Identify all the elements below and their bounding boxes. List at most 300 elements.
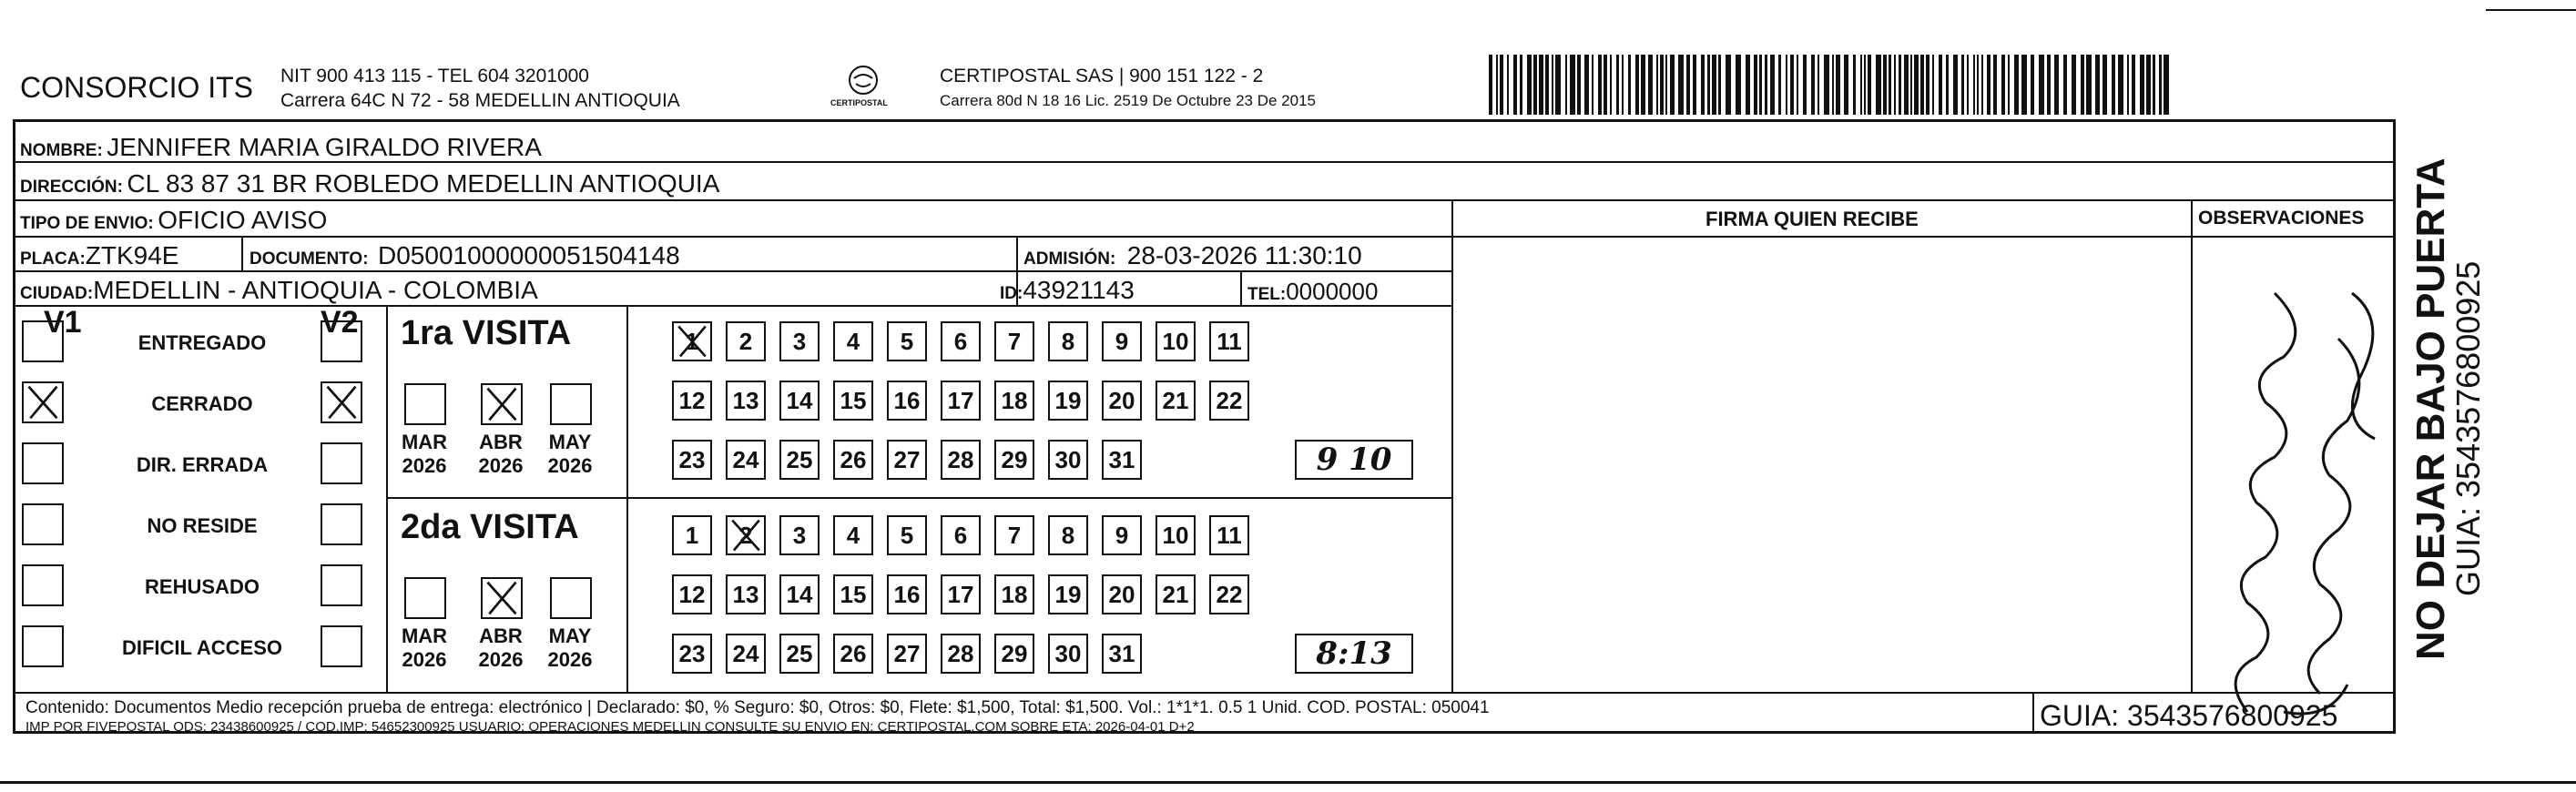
barcode-bar — [1746, 55, 1750, 115]
day-number: 22 — [1216, 580, 1243, 608]
id-label: ID: — [1000, 284, 1023, 303]
certipostal-logo-icon — [836, 62, 891, 117]
barcode-bar — [1507, 55, 1509, 115]
day-number: 17 — [947, 386, 974, 414]
month-name: MAR — [401, 624, 448, 647]
day-cell[interactable] — [833, 381, 873, 421]
reason-label: ENTREGADO — [137, 331, 267, 354]
day-cell[interactable] — [887, 515, 927, 555]
reason-label: DIFICIL ACCESO — [121, 636, 282, 659]
barcode-bar — [1660, 55, 1664, 115]
barcode-bar — [1894, 55, 1896, 115]
day-number: 24 — [732, 445, 759, 473]
barcode-bar — [1520, 55, 1522, 115]
barcode-bar — [1584, 55, 1589, 115]
barcode-bar — [1914, 55, 1919, 115]
firma-label: FIRMA QUIEN RECIBE — [1705, 208, 1919, 230]
v2-label: V2 — [321, 305, 359, 340]
day-number: 11 — [1217, 327, 1242, 355]
footer-contenido: Contenido: Documentos Medio recepción prueba de entrega: electrónico | Declarado: $0, % Seguro: $0, Otros: $0, Flete: $1,500, Total: $1,500. Vol.: 1*1*1. 0.5 1 Unid. COD. POSTAL: 050041 — [25, 698, 1490, 717]
day-cell[interactable] — [994, 440, 1034, 480]
barcode-bar — [2031, 55, 2034, 115]
barcode-bar — [2021, 55, 2027, 115]
day-cell[interactable] — [726, 515, 766, 555]
day-cell[interactable] — [994, 574, 1034, 614]
barcode-bar — [1539, 55, 1543, 115]
barcode-bar — [1770, 55, 1775, 115]
v1-checkbox[interactable] — [22, 442, 64, 484]
barcode-bar — [1513, 55, 1517, 115]
barcode-bar — [2086, 55, 2092, 115]
day-cell[interactable] — [833, 574, 873, 614]
nombre-label: NOMBRE: — [20, 141, 103, 160]
time-text: 9 10 — [1316, 442, 1392, 478]
day-cell[interactable] — [1048, 515, 1088, 555]
barcode-bar — [1836, 55, 1840, 115]
month-name: MAR — [401, 431, 448, 453]
barcode-bar — [1868, 55, 1871, 115]
v1-checkbox[interactable] — [22, 625, 64, 667]
barcode-bar — [1946, 55, 1949, 115]
company-name: CONSORCIO ITS — [20, 71, 254, 104]
day-number: 20 — [1108, 580, 1135, 608]
v1-checkbox[interactable] — [22, 320, 64, 362]
barcode-bar — [1635, 55, 1639, 115]
v2-checkbox[interactable] — [321, 381, 362, 423]
v1-checkbox[interactable] — [22, 381, 64, 423]
admision-value: 28-03-2026 11:30:10 — [1126, 241, 1362, 269]
handwritten-time — [1295, 440, 1413, 480]
top-edge-line — [2486, 9, 2576, 11]
day-cell[interactable] — [1102, 574, 1142, 614]
day-cell[interactable] — [887, 381, 927, 421]
barcode-bar — [2014, 55, 2019, 115]
barcode-bar — [1577, 55, 1581, 115]
day-cell[interactable] — [941, 321, 981, 361]
day-number: 31 — [1108, 445, 1135, 473]
day-number: 25 — [786, 639, 813, 667]
day-cell[interactable] — [672, 381, 712, 421]
barcode-bar — [2072, 55, 2076, 115]
day-number: 13 — [732, 386, 759, 414]
barcode-bar — [1832, 55, 1834, 115]
documento-cell — [249, 241, 680, 270]
barcode-bar — [1496, 55, 1498, 115]
barcode-bar — [1489, 55, 1492, 115]
month-name: ABR — [479, 624, 523, 647]
barcode-bar — [1899, 55, 1901, 115]
signature-drawing — [2193, 239, 2395, 730]
day-number: 18 — [1001, 580, 1028, 608]
day-number: 23 — [678, 639, 706, 667]
barcode-bar — [1973, 55, 1975, 115]
barcode-bar — [1904, 55, 1909, 115]
month-name: MAY — [548, 624, 592, 647]
x-mark-icon — [674, 323, 710, 360]
x-mark-icon — [728, 517, 764, 553]
day-cell[interactable] — [941, 515, 981, 555]
day-cell[interactable] — [779, 574, 820, 614]
day-cell[interactable] — [779, 634, 820, 674]
day-number: 7 — [1007, 327, 1022, 355]
day-cell[interactable] — [726, 634, 766, 674]
barcode-bar — [1953, 55, 1958, 115]
barcode-bar — [1707, 55, 1710, 115]
day-cell[interactable] — [672, 574, 712, 614]
barcode-bar — [1622, 55, 1624, 115]
day-cell[interactable] — [1048, 634, 1088, 674]
day-number: 5 — [900, 521, 914, 549]
day-cell[interactable] — [726, 381, 766, 421]
day-cell[interactable] — [1048, 574, 1088, 614]
no-dejar-bajo-puerta: NO DEJAR BAJO PUERTA — [2408, 157, 2453, 660]
barcode-bar — [2001, 55, 2005, 115]
day-cell[interactable] — [1048, 440, 1088, 480]
day-number: 19 — [1054, 386, 1082, 414]
barcode-bar — [1977, 55, 1979, 115]
day-number: 6 — [953, 521, 968, 549]
day-number: 1 — [685, 327, 699, 355]
barcode-bar — [1981, 55, 1983, 115]
month-label — [473, 624, 528, 672]
month-label — [473, 431, 528, 478]
visit-title: 2da VISITA — [401, 508, 579, 546]
barcode-bar — [1665, 55, 1667, 115]
v2-checkbox[interactable] — [321, 503, 362, 545]
day-number: 17 — [947, 580, 974, 608]
day-cell[interactable] — [1156, 381, 1196, 421]
month-year: 2026 — [402, 454, 447, 477]
barcode-bar — [1693, 55, 1696, 115]
barcode-bar — [2008, 55, 2010, 115]
day-number: 15 — [840, 386, 867, 414]
placa-row — [20, 241, 178, 270]
barcode-bar — [1797, 55, 1798, 115]
footer-imp: IMP POR FIVEPOSTAL ODS: 23438600925 / COD.IMP: 54652300925 USUARIO: OPERACIONES MEDELLIN CONSULTE SU ENVIO EN: CERTIPOSTAL.COM SOBRE ETA: 2026-04-01 D+2 — [25, 719, 1195, 735]
barcode-bar — [1790, 55, 1794, 115]
v2-checkbox[interactable] — [321, 320, 362, 362]
day-number: 19 — [1054, 580, 1082, 608]
barcode-bar — [2159, 55, 2162, 115]
month-label — [397, 431, 452, 478]
barcode-bar — [1993, 55, 1997, 115]
day-cell[interactable] — [1102, 634, 1142, 674]
visit-title: 1ra VISITA — [401, 314, 572, 352]
month-checkbox[interactable] — [404, 383, 446, 425]
ciudad-value: MEDELLIN - ANTIOQUIA - COLOMBIA — [93, 276, 538, 304]
tel-value: 0000000 — [1286, 278, 1379, 305]
day-cell[interactable] — [726, 440, 766, 480]
time-text: 8:13 — [1316, 635, 1392, 672]
barcode-bar — [1670, 55, 1675, 115]
id-cell — [1000, 276, 1135, 305]
day-cell[interactable] — [779, 440, 820, 480]
barcode-bar — [1500, 55, 1503, 115]
barcode-bar — [2103, 55, 2107, 115]
day-number: 2 — [738, 327, 753, 355]
barcode-bar — [2118, 55, 2123, 115]
barcode-bar — [1754, 55, 1757, 115]
month-checkbox[interactable] — [550, 577, 592, 619]
day-cell[interactable] — [672, 515, 712, 555]
month-checkbox[interactable] — [481, 383, 523, 425]
barcode-bar — [1628, 55, 1631, 115]
day-number: 14 — [786, 386, 813, 414]
barcode-bar — [1555, 55, 1561, 115]
barcode-bar — [1967, 55, 1969, 115]
barcode-bar — [1853, 55, 1856, 115]
v1-label: V1 — [44, 305, 82, 340]
direccion-row — [20, 169, 719, 198]
month-year: 2026 — [547, 648, 593, 671]
barcode-bar — [1570, 55, 1575, 115]
day-cell[interactable] — [941, 381, 981, 421]
day-number: 8 — [1061, 327, 1075, 355]
day-cell[interactable] — [672, 634, 712, 674]
barcode-bar — [2112, 55, 2115, 115]
v2-checkbox[interactable] — [321, 564, 362, 606]
day-number: 30 — [1054, 445, 1082, 473]
day-number: 9 — [1115, 327, 1129, 355]
barcode-bar — [1527, 55, 1532, 115]
barcode-bar — [1786, 55, 1787, 115]
day-number: 12 — [678, 580, 706, 608]
month-year: 2026 — [478, 454, 524, 477]
barcode-bar — [1883, 55, 1887, 115]
barcode-bar — [1864, 55, 1866, 115]
barcode-bar — [1778, 55, 1781, 115]
day-number: 7 — [1007, 521, 1022, 549]
day-number: 5 — [900, 327, 914, 355]
day-cell[interactable] — [1102, 381, 1142, 421]
v1-checkbox[interactable] — [22, 503, 64, 545]
day-number: 27 — [893, 445, 921, 473]
barcode-bar — [1641, 55, 1645, 115]
day-number: 10 — [1162, 327, 1189, 355]
day-cell[interactable] — [833, 634, 873, 674]
barcode-bar — [2054, 55, 2059, 115]
month-year: 2026 — [402, 648, 447, 671]
day-cell[interactable] — [672, 321, 712, 361]
day-number: 10 — [1162, 521, 1189, 549]
placa-value: ZTK94E — [85, 241, 179, 269]
day-cell[interactable] — [1102, 321, 1142, 361]
barcode-bar — [1552, 55, 1553, 115]
day-number: 16 — [893, 580, 921, 608]
barcode-bar — [2140, 55, 2144, 115]
admision-label: ADMISIÓN: — [1023, 249, 1116, 269]
side-guia: GUIA: 3543576800925 — [2449, 260, 2487, 596]
barcode-bar — [1616, 55, 1619, 115]
day-cell[interactable] — [833, 440, 873, 480]
reason-label: NO RESIDE — [147, 514, 258, 537]
day-number: 18 — [1001, 386, 1028, 414]
day-cell[interactable] — [1102, 440, 1142, 480]
day-cell[interactable] — [833, 321, 873, 361]
footer-guia: GUIA: 3543576800925 — [2040, 699, 2338, 732]
day-cell[interactable] — [1156, 515, 1196, 555]
day-cell[interactable] — [1209, 381, 1249, 421]
nombre-row — [20, 133, 542, 162]
nit-line: NIT 900 413 115 - TEL 604 3201000 — [280, 66, 589, 86]
barcode-bar — [1824, 55, 1829, 115]
barcode-bar — [1718, 55, 1721, 115]
barcode-bar — [1592, 55, 1593, 115]
certipostal-line: CERTIPOSTAL SAS | 900 151 122 - 2 — [940, 66, 1264, 86]
barcode-bar — [1759, 55, 1762, 115]
barcode-bar — [1910, 55, 1912, 115]
handwritten-time — [1295, 634, 1413, 674]
barcode-bar — [1712, 55, 1716, 115]
day-number: 6 — [953, 327, 968, 355]
day-cell[interactable] — [1156, 321, 1196, 361]
day-cell[interactable] — [833, 515, 873, 555]
month-checkbox[interactable] — [481, 577, 523, 619]
day-cell[interactable] — [994, 515, 1034, 555]
x-mark-icon — [322, 383, 361, 421]
barcode-bar — [1736, 55, 1741, 115]
id-value: 43921143 — [1023, 276, 1135, 304]
certipostal-address: Carrera 80d N 18 16 Lic. 2519 De Octubre 23 De 2015 — [940, 92, 1316, 109]
barcode-bar — [1610, 55, 1612, 115]
day-cell[interactable] — [1102, 515, 1142, 555]
day-cell[interactable] — [941, 440, 981, 480]
reason-label: DIR. ERRADA — [136, 453, 269, 476]
ciudad-label: CIUDAD: — [20, 284, 94, 303]
day-number: 29 — [1001, 639, 1028, 667]
barcode-bar — [1961, 55, 1964, 115]
certipostal-logo — [830, 62, 891, 121]
x-mark-icon — [483, 385, 521, 423]
day-number: 23 — [678, 445, 706, 473]
day-number: 30 — [1054, 639, 1082, 667]
day-cell[interactable] — [887, 440, 927, 480]
day-cell[interactable] — [726, 574, 766, 614]
barcode-bar — [2164, 55, 2169, 115]
placa-label: PLACA: — [20, 249, 86, 269]
barcode-bar — [1565, 55, 1567, 115]
month-label — [397, 624, 452, 672]
day-number: 26 — [840, 639, 867, 667]
observaciones-label: OBSERVACIONES — [2198, 208, 2365, 228]
day-cell[interactable] — [887, 321, 927, 361]
day-number: 13 — [732, 580, 759, 608]
barcode-bar — [1926, 55, 1929, 115]
day-number: 15 — [840, 580, 867, 608]
x-mark-icon — [24, 383, 62, 421]
month-checkbox[interactable] — [550, 383, 592, 425]
day-cell[interactable] — [941, 574, 981, 614]
day-number: 16 — [893, 386, 921, 414]
day-cell[interactable] — [994, 381, 1034, 421]
month-name: ABR — [479, 431, 523, 453]
barcode-bar — [1686, 55, 1690, 115]
day-cell[interactable] — [994, 634, 1034, 674]
day-number: 31 — [1108, 639, 1135, 667]
tel-label: TEL: — [1247, 285, 1287, 304]
day-number: 21 — [1162, 386, 1189, 414]
admision-cell — [1023, 241, 1362, 270]
day-number: 22 — [1216, 386, 1243, 414]
day-number: 28 — [947, 639, 974, 667]
barcode-bar — [1598, 55, 1602, 115]
day-cell[interactable] — [779, 381, 820, 421]
month-year: 2026 — [547, 454, 593, 477]
reason-label: CERRADO — [151, 392, 253, 415]
day-cell[interactable] — [1209, 574, 1249, 614]
tipo-row — [20, 206, 327, 235]
barcode-bar — [1648, 55, 1653, 115]
barcode-bar — [2039, 55, 2044, 115]
barcode-bar — [2095, 55, 2100, 115]
day-number: 11 — [1217, 521, 1242, 549]
tipo-value: OFICIO AVISO — [158, 206, 328, 234]
tel-cell — [1247, 278, 1378, 306]
day-cell[interactable] — [1048, 381, 1088, 421]
day-cell[interactable] — [1156, 574, 1196, 614]
day-number: 26 — [840, 445, 867, 473]
day-cell[interactable] — [1209, 321, 1249, 361]
barcode-bar — [1844, 55, 1848, 115]
barcode-bar — [1987, 55, 1991, 115]
day-number: 1 — [685, 521, 699, 549]
barcode-bar — [2081, 55, 2084, 115]
month-checkbox[interactable] — [404, 577, 446, 619]
day-cell[interactable] — [779, 515, 820, 555]
day-cell[interactable] — [994, 321, 1034, 361]
v1-checkbox[interactable] — [22, 564, 64, 606]
day-number: 24 — [732, 639, 759, 667]
day-number: 25 — [786, 445, 813, 473]
v2-checkbox[interactable] — [321, 442, 362, 484]
barcode-bar — [1604, 55, 1607, 115]
day-number: 20 — [1108, 386, 1135, 414]
day-cell[interactable] — [726, 321, 766, 361]
day-cell[interactable] — [779, 321, 820, 361]
day-cell[interactable] — [941, 634, 981, 674]
tipo-label: TIPO DE ENVIO: — [20, 214, 154, 233]
month-label — [543, 431, 597, 478]
barcode-bar — [2146, 55, 2151, 115]
day-cell[interactable] — [1048, 321, 1088, 361]
direccion-value: CL 83 87 31 BR ROBLEDO MEDELLIN ANTIOQUIA — [127, 169, 720, 198]
barcode-bar — [1545, 55, 1549, 115]
barcode-bar — [2063, 55, 2067, 115]
barcode-bar — [2047, 55, 2051, 115]
day-number: 27 — [893, 639, 921, 667]
day-cell[interactable] — [1209, 515, 1249, 555]
address-line: Carrera 64C N 72 - 58 MEDELLIN ANTIOQUIA — [280, 90, 680, 111]
day-number: 4 — [846, 327, 860, 355]
day-cell[interactable] — [887, 634, 927, 674]
barcode — [1489, 55, 2172, 118]
bottom-edge-line — [0, 781, 2576, 784]
day-number: 4 — [846, 521, 860, 549]
barcode-bar — [1726, 55, 1731, 115]
v2-checkbox[interactable] — [321, 625, 362, 667]
day-cell[interactable] — [887, 574, 927, 614]
barcode-bar — [2132, 55, 2135, 115]
barcode-bar — [1920, 55, 1924, 115]
ciudad-row — [20, 276, 538, 305]
barcode-bar — [1678, 55, 1684, 115]
day-number: 29 — [1001, 445, 1028, 473]
day-cell[interactable] — [672, 440, 712, 480]
day-number: 3 — [792, 327, 807, 355]
day-number: 12 — [678, 386, 706, 414]
barcode-bar — [1876, 55, 1881, 115]
month-year: 2026 — [478, 648, 524, 671]
